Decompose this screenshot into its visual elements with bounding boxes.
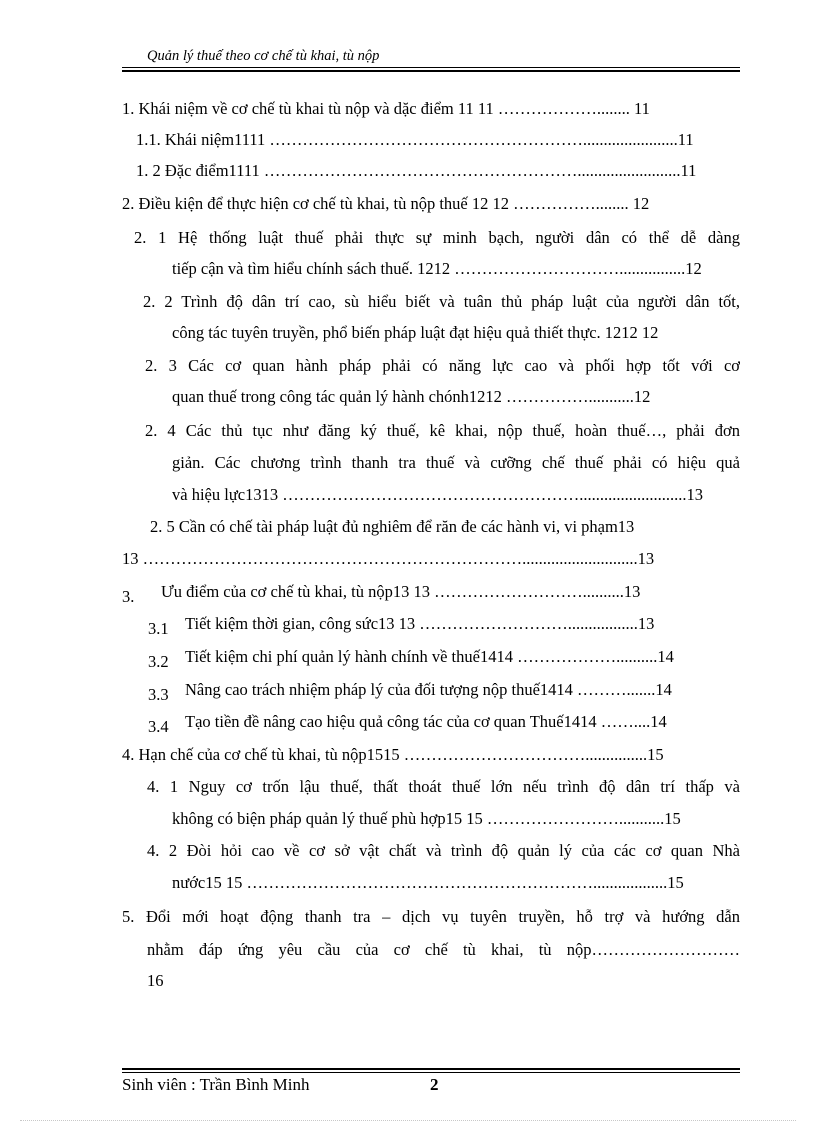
toc-entry-3-3[interactable]: Nâng cao trách nhiệm pháp lý của đối tượng nộp thuế1414 ……….......14 — [185, 680, 672, 699]
toc-entry-3-1[interactable]: Tiết kiệm thời gian, công sức13 13 ……………………….................13 — [185, 614, 655, 633]
toc-entry-2-3[interactable]: 2. 3 Các cơ quan hành pháp phải có năng lực cao và phối hợp tốt với cơ — [145, 356, 740, 375]
toc-entry-2-5[interactable]: 2. 5 Cần có chế tài pháp luật đủ nghiêm để răn đe các hành vi, vi phạm13 — [150, 517, 635, 536]
toc-entry-3-3-number: 3.3 — [148, 685, 169, 704]
toc-entry-2-5-cont[interactable]: 13 ……………………………………………………………............................13 — [122, 549, 655, 568]
toc-entry-2-4-cont2[interactable]: và hiệu lực1313 ………………………………………………..........................13 — [172, 485, 703, 504]
toc-entry-2[interactable]: 2. Điều kiện để thực hiện cơ chế tù khai, tù nộp thuế 12 12 ……………........ 12 — [122, 194, 650, 213]
footer-page-number: 2 — [430, 1075, 439, 1094]
header-rule-thick — [122, 70, 740, 72]
toc-entry-4-2-cont[interactable]: nước15 15 ………………………………………………………..................15 — [172, 873, 684, 892]
toc-entry-3[interactable]: Ưu điểm của cơ chế tù khai, tù nộp13 13 ………………………..........13 — [161, 582, 641, 601]
toc-entry-2-4-cont1[interactable]: giản. Các chương trình thanh tra thuế và cưỡng chế thuế phải có hiệu quả — [172, 453, 740, 472]
running-header: Quản lý thuế theo cơ chế tù khai, tù nộp — [147, 48, 380, 64]
footer-rule-thick — [122, 1068, 740, 1070]
toc-entry-4-1-cont[interactable]: không có biện pháp quản lý thuế phù hợp15 15 ……………………...........15 — [172, 809, 681, 828]
toc-entry-2-1-cont[interactable]: tiếp cận và tìm hiểu chính sách thuế. 1212 …………………………................12 — [172, 259, 702, 278]
toc-entry-2-1[interactable]: 2. 1 Hệ thống luật thuế phải thực sự minh bạch, người dân có thể dễ dàng — [134, 228, 740, 247]
toc-entry-2-4[interactable]: 2. 4 Các thủ tục như đăng ký thuế, kê khai, nộp thuế, hoàn thuế…, phải đơn — [145, 421, 740, 440]
toc-entry-3-number: 3. — [122, 587, 135, 606]
header-rule-thin — [122, 67, 740, 68]
footer-student-name: Sinh viên : Trần Bình Minh — [122, 1075, 310, 1094]
toc-entry-3-4-number: 3.4 — [148, 717, 169, 736]
toc-entry-2-2[interactable]: 2. 2 Trình độ dân trí cao, sù hiểu biết và tuân thủ pháp luật của người dân tốt, — [143, 292, 740, 311]
toc-entry-5[interactable]: 5. Đổi mới hoạt động thanh tra – dịch vụ tuyên truyền, hỗ trợ và hướng dẫn — [122, 907, 740, 926]
toc-entry-3-4[interactable]: Tạo tiền đề nâng cao hiệu quả công tác của cơ quan Thuế1414 ……....14 — [185, 712, 667, 731]
toc-entry-3-2[interactable]: Tiết kiệm chi phí quản lý hành chính về thuế1414 ………………..........14 — [185, 647, 674, 666]
toc-entry-4-1[interactable]: 4. 1 Nguy cơ trốn lậu thuế, thất thoát thuế lớn nếu trình độ dân trí thấp và — [147, 777, 740, 796]
toc-entry-1-1[interactable]: 1.1. Khái niệm1111 ………………………………………………….......................11 — [136, 130, 694, 149]
page-bottom-edge — [20, 1120, 796, 1121]
toc-entry-3-2-number: 3.2 — [148, 652, 169, 671]
toc-entry-4[interactable]: 4. Hạn chế của cơ chế tù khai, tù nộp1515 ……………………………...............15 — [122, 745, 664, 764]
toc-entry-4-2[interactable]: 4. 2 Đòi hỏi cao về cơ sở vật chất và trình độ quản lý của các cơ quan Nhà — [147, 841, 740, 860]
toc-entry-5-cont[interactable]: nhằm đáp ứng yêu cầu của cơ chế tù khai, tù nộp……………………… — [147, 940, 740, 959]
toc-entry-2-2-cont[interactable]: công tác tuyên truyền, phổ biến pháp luật đạt hiệu quả thiết thực. 1212 12 — [172, 323, 659, 342]
toc-entry-3-1-number: 3.1 — [148, 619, 169, 638]
toc-entry-1[interactable]: 1. Khái niệm về cơ chế tù khai tù nộp và dặc điểm 11 11 ………………........ 11 — [122, 99, 650, 118]
footer-rule-thin — [122, 1072, 740, 1073]
toc-entry-5-page[interactable]: 16 — [147, 971, 164, 990]
toc-entry-2-3-cont[interactable]: quan thuế trong công tác quản lý hành chónh1212 ……………...........12 — [172, 387, 651, 406]
toc-entry-1-2[interactable]: 1. 2 Đặc điểm1111 ………………………………………………….........................11 — [136, 161, 697, 180]
